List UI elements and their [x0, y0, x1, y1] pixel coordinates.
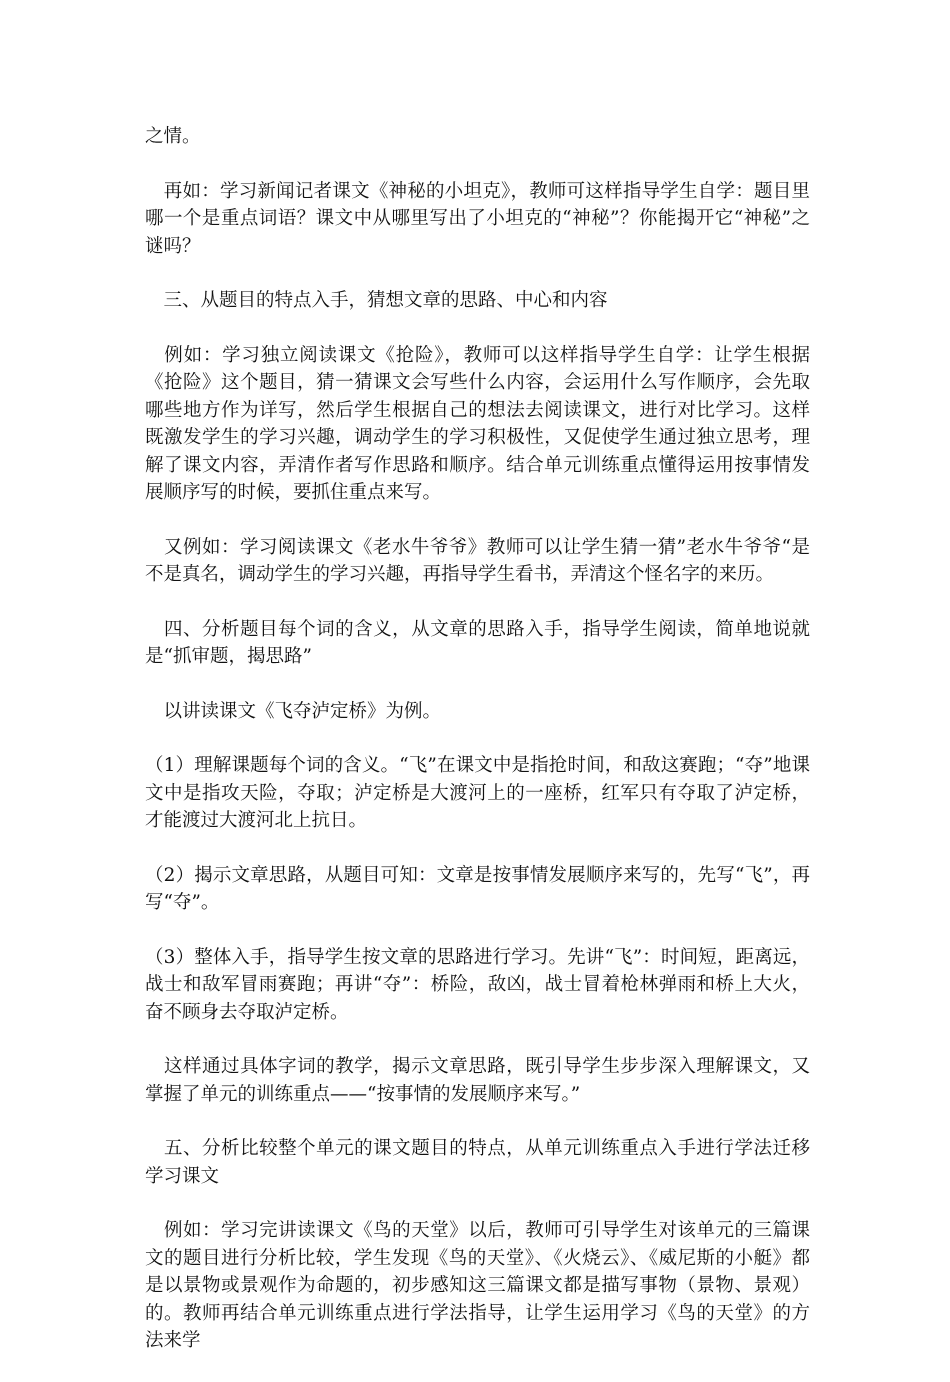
section-heading-4: 四、分析题目每个词的含义，从文章的思路入手，指导学生阅读，简单地说就是“抓审题，揭思路” — [145, 618, 810, 667]
paragraph-step-1: （1）理解课题每个词的含义。“飞”在课文中是指抢时间，和敌这赛跑；“夺”地课文中是指攻天险，夺取；泸定桥是大渡河上的一座桥，红军只有夺取了泸定桥，才能渡过大渡河北上抗日。 — [145, 755, 810, 831]
paragraph-example-buffalo: 又例如：学习阅读课文《老水牛爷爷》教师可以让学生猜一猜”老水牛爷爷“是不是真名，调动学生的学习兴趣，再指导学生看书，弄清这个怪名字的来历。 — [145, 536, 810, 585]
paragraph-example-birds: 例如：学习完讲读课文《鸟的天堂》以后，教师可引导学生对该单元的三篇课文的题目进行分析比较，学生发现《鸟的天堂》、《火烧云》、《威尼斯的小艇》都是以景物或景观作为命题的，初步感知这三篇课文都是描写事物（景物、景观）的。教师再结合单元训练重点进行学法指导，让学生运用学习《鸟的天堂》的方法来学 — [145, 1220, 810, 1351]
paragraph-step-3: （3）整体入手，指导学生按文章的思路进行学习。先讲“飞”：时间短，距离远，战士和敌军冒雨赛跑；再讲“夺”：桥险，敌凶，战士冒着枪林弹雨和桥上大火，奋不顾身去夺取泸定桥。 — [145, 946, 810, 1023]
section-heading-3: 三、从题目的特点入手，猜想文章的思路、中心和内容 — [145, 290, 608, 311]
paragraph-summary: 这样通过具体字词的教学，揭示文章思路，既引导学生步步深入理解课文，又掌握了单元的训练重点——“按事情的发展顺序来写。” — [145, 1056, 810, 1105]
document-body — [145, 123, 810, 1382]
paragraph-continuation: 之情。 — [145, 126, 201, 147]
paragraph-example-tank: 再如：学习新闻记者课文《神秘的小坦克》，教师可这样指导学生自学：题目里哪一个是重点词语？课文中从哪里写出了小坦克的“神秘”？你能揭开它“神秘”之谜吗？ — [145, 180, 810, 257]
section-heading-5: 五、分析比较整个单元的课文题目的特点，从单元训练重点入手进行学法迁移学习课文 — [145, 1138, 810, 1187]
paragraph-step-2: （2）揭示文章思路，从题目可知：文章是按事情发展顺序来写的，先写“飞”，再写“夺”。 — [145, 864, 810, 913]
paragraph-example-rescue: 例如：学习独立阅读课文《抢险》，教师可以这样指导学生自学：让学生根据《抢险》这个题目，猜一猜课文会写些什么内容，会运用什么写作顺序，会先取哪些地方作为详写，然后学生根据自己的想法去阅读课文，进行对比学习。这样既激发学生的学习兴趣，调动学生的学习积极性，又促使学生通过独立思考，理解了课文内容，弄清作者写作思路和顺序。结合单元训练重点懂得运用按事情发展顺序写的时候，要抓住重点来写。 — [145, 344, 810, 503]
paragraph-example-luding: 以讲读课文《飞夺泸定桥》为例。 — [145, 700, 442, 722]
